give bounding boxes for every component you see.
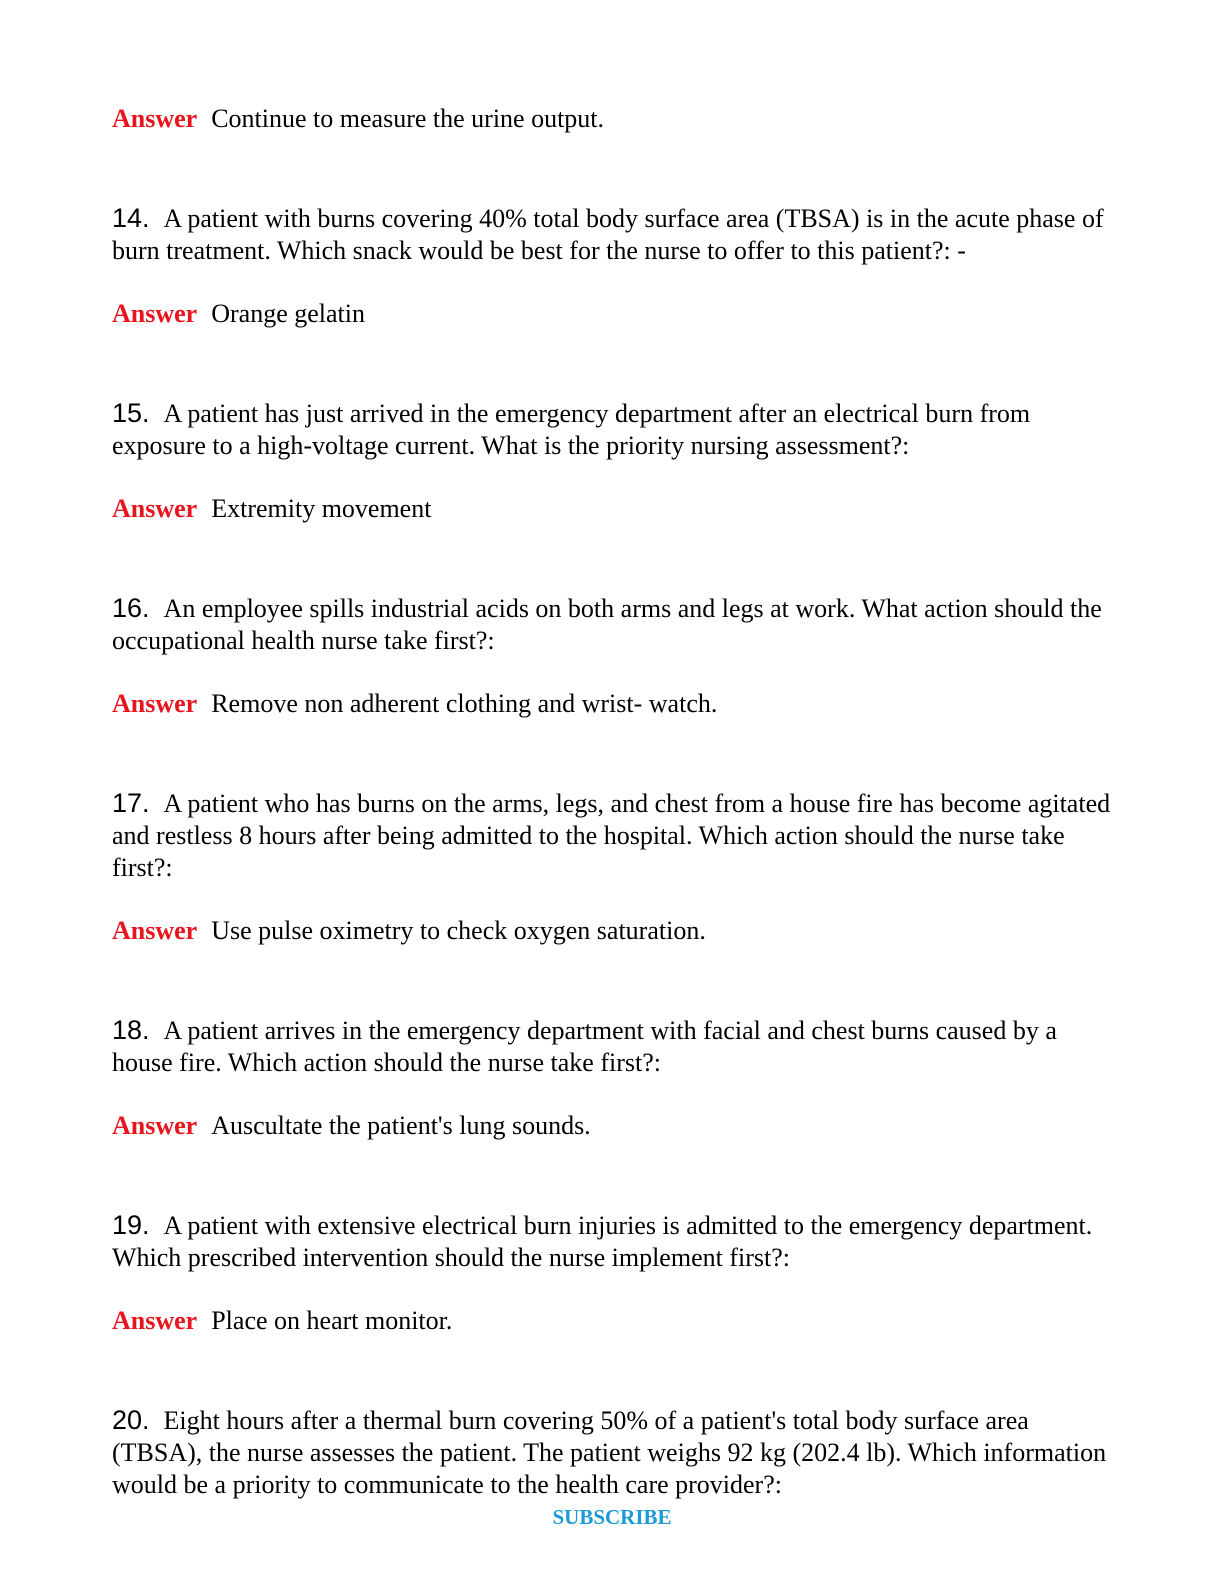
question-text: A patient arrives in the emergency department with facial and chest burns caused by a house fire. Which action should the nurse take first?: xyxy=(112,1016,1057,1077)
answer-text: Use pulse oximetry to check oxygen saturation. xyxy=(211,916,706,945)
answer-label: Answer xyxy=(112,1111,198,1140)
subscribe-link[interactable]: SUBSCRIBE xyxy=(552,1505,672,1529)
answer-label: Answer xyxy=(112,1306,198,1335)
question-20 xyxy=(112,1404,1122,1501)
question-14 xyxy=(112,202,1122,267)
question-number: 17. xyxy=(112,788,150,818)
answer-label: Answer xyxy=(112,104,198,133)
answer-16 xyxy=(112,688,717,720)
question-text: A patient with burns covering 40% total body surface area (TBSA) is in the acute phase of burn treatment. Which snack would be best for the nurse to offer to this patient?: - xyxy=(112,204,1104,265)
answer-18 xyxy=(112,1110,591,1142)
question-15 xyxy=(112,397,1122,462)
answer-13 xyxy=(112,103,604,135)
question-text: A patient who has burns on the arms, legs, and chest from a house fire has become agitated and restless 8 hours after being admitted to the hospital. Which action should the nurse take first?: xyxy=(112,789,1111,882)
question-19 xyxy=(112,1209,1122,1274)
answer-text: Continue to measure the urine output. xyxy=(211,104,605,133)
question-number: 20. xyxy=(112,1405,150,1435)
question-number: 16. xyxy=(112,593,150,623)
question-number: 18. xyxy=(112,1015,150,1045)
question-18 xyxy=(112,1014,1122,1079)
question-number: 14. xyxy=(112,203,150,233)
answer-label: Answer xyxy=(112,299,198,328)
question-text: An employee spills industrial acids on both arms and legs at work. What action should the occupational health nurse take first?: xyxy=(112,594,1102,655)
answer-label: Answer xyxy=(112,916,198,945)
answer-19 xyxy=(112,1305,452,1337)
question-text: A patient with extensive electrical burn injuries is admitted to the emergency department. Which prescribed intervention should the nurse implement first?: xyxy=(112,1211,1093,1272)
answer-text: Extremity movement xyxy=(211,494,432,523)
answer-text: Auscultate the patient's lung sounds. xyxy=(211,1111,591,1140)
question-number: 15. xyxy=(112,398,150,428)
question-text: A patient has just arrived in the emergency department after an electrical burn from exposure to a high-voltage current. What is the priority nursing assessment?: xyxy=(112,399,1031,460)
question-17 xyxy=(112,787,1122,884)
answer-label: Answer xyxy=(112,689,198,718)
answer-17 xyxy=(112,915,706,947)
answer-15 xyxy=(112,493,431,525)
question-number: 19. xyxy=(112,1210,150,1240)
answer-14 xyxy=(112,298,365,330)
answer-text: Remove non adherent clothing and wrist- watch. xyxy=(211,689,718,718)
question-16 xyxy=(112,592,1122,657)
answer-label: Answer xyxy=(112,494,198,523)
question-text: Eight hours after a thermal burn covering 50% of a patient's total body surface area (TBSA), the nurse assesses the patient. The patient weighs 92 kg (202.4 lb). Which information would be a priority to communicate to the health care provider?: xyxy=(112,1406,1107,1499)
answer-text: Place on heart monitor. xyxy=(211,1306,453,1335)
answer-text: Orange gelatin xyxy=(211,299,365,328)
